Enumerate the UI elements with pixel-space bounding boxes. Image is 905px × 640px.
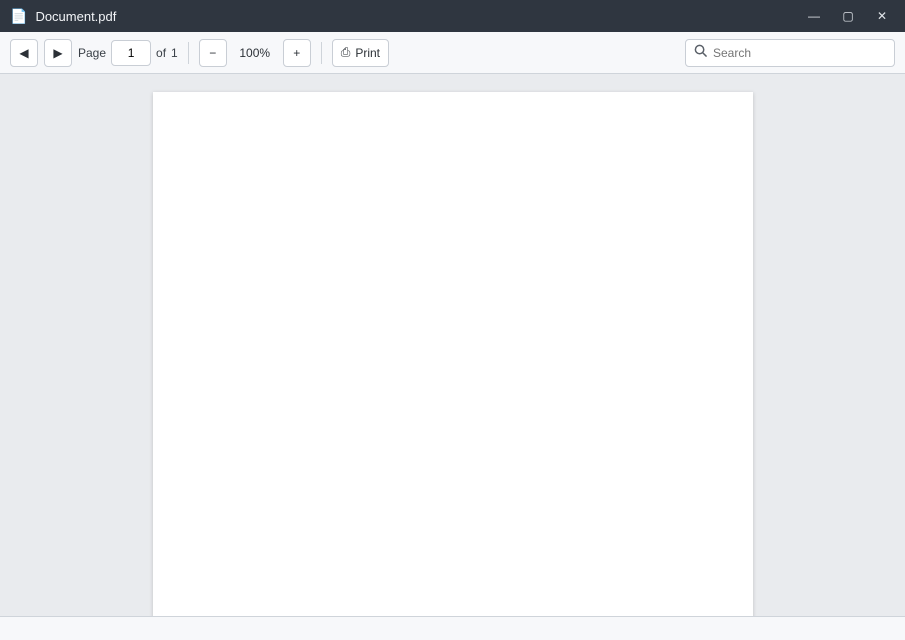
print-button-label: Print <box>355 45 381 60</box>
document-canvas[interactable] <box>0 74 905 616</box>
document-icon: 📄 <box>10 7 28 24</box>
page-number-input[interactable] <box>111 40 151 66</box>
page-counter <box>78 40 178 66</box>
print-icon: ⎙ <box>340 45 351 59</box>
title-bar <box>0 0 905 32</box>
document-page <box>153 92 753 616</box>
zoom-out-button[interactable]: − <box>199 39 227 67</box>
toolbar-divider <box>321 42 322 64</box>
print-button[interactable] <box>332 39 389 67</box>
next-page-button[interactable]: ▶ <box>44 39 72 67</box>
previous-page-button[interactable]: ◀ <box>10 39 38 67</box>
search-icon <box>694 44 707 62</box>
window-title: Document.pdf <box>35 8 117 24</box>
toolbar-divider <box>188 42 189 64</box>
status-bar <box>0 616 905 640</box>
page-prefix-label: Page <box>78 45 107 60</box>
zoom-level: 100% <box>239 45 271 60</box>
maximize-icon[interactable]: ▢ <box>842 9 854 23</box>
search-input[interactable] <box>713 46 886 60</box>
minimize-icon[interactable]: — <box>808 9 820 23</box>
page-total-label: 1 <box>171 45 178 60</box>
search-box[interactable] <box>685 39 895 67</box>
page-of-label: of <box>156 45 167 60</box>
zoom-in-button[interactable]: + <box>283 39 311 67</box>
toolbar <box>0 32 905 74</box>
close-icon[interactable]: ✕ <box>876 9 888 23</box>
